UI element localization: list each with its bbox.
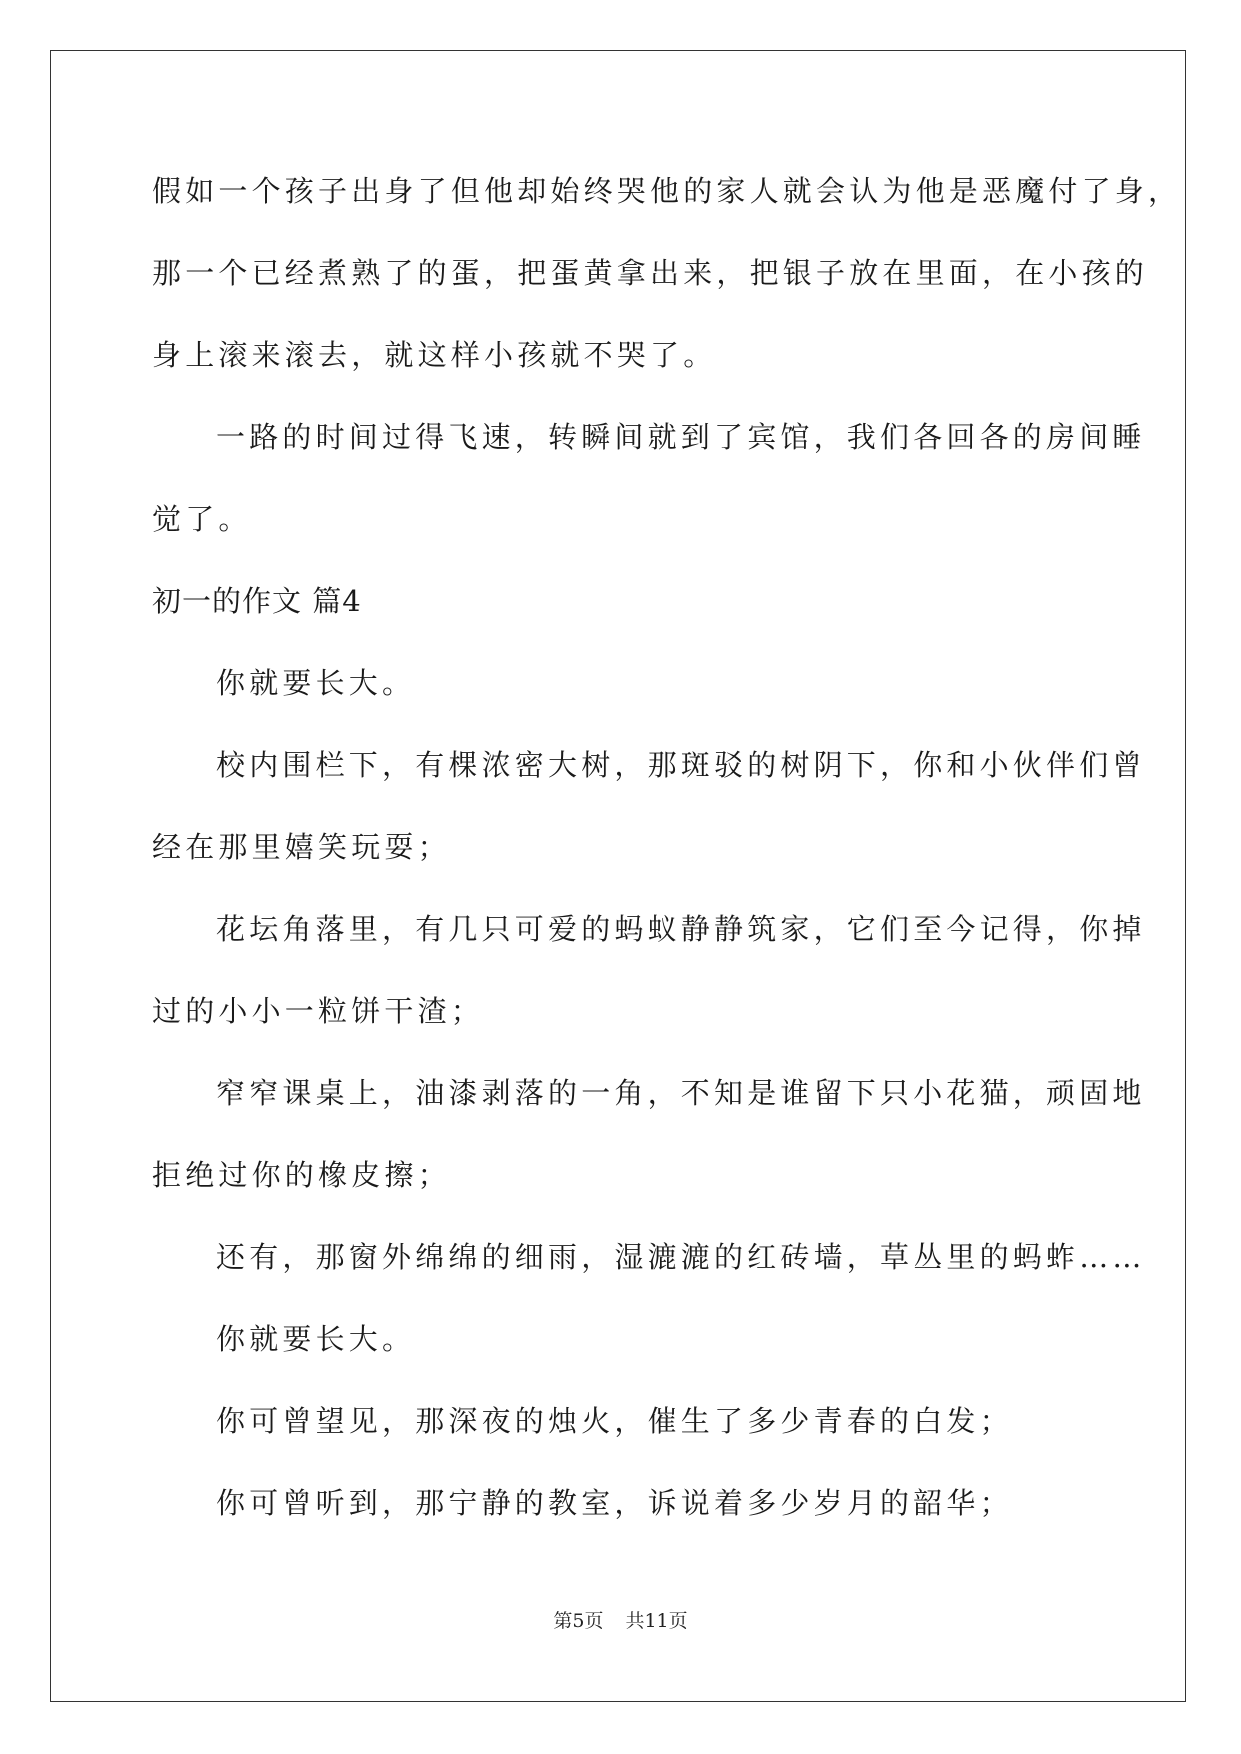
section-heading: 初一的作文 篇4 (152, 584, 362, 618)
text-line: 一路的时间过得飞速，转瞬间就到了宾馆，我们各回各的房间睡 (216, 420, 1146, 454)
text-line: 那一个已经煮熟了的蛋，把蛋黄拿出来，把银子放在里面，在小孩的 (152, 256, 1149, 290)
text-line: 身上滚来滚去，就这样小孩就不哭了。 (152, 338, 717, 372)
text-line: 还有，那窗外绵绵的细雨，湿漉漉的红砖墙，草丛里的蚂蚱…… (216, 1240, 1146, 1274)
text-line: 花坛角落里，有几只可爱的蚂蚁静静筑家，它们至今记得，你掉 (216, 912, 1146, 946)
text-line: 拒绝过你的橡皮擦； (152, 1158, 451, 1192)
text-line: 你就要长大。 (216, 1322, 416, 1356)
text-line: 窄窄课桌上，油漆剥落的一角，不知是谁留下只小花猫，顽固地 (216, 1076, 1146, 1110)
page-total: 共11页 (625, 1610, 688, 1632)
page-footer (0, 1606, 1241, 1633)
text-line: 过的小小一粒饼干渣； (152, 994, 485, 1028)
text-line: 你可曾望见，那深夜的烛火，催生了多少青春的白发； (216, 1404, 1013, 1438)
text-line: 假如一个孩子出身了但他却始终哭他的家人就会认为他是恶魔付了身， (152, 174, 1182, 208)
document-body (152, 150, 1182, 1544)
text-line: 校内围栏下，有棵浓密大树，那斑驳的树阴下，你和小伙伴们曾 (216, 748, 1146, 782)
text-line: 你就要长大。 (216, 666, 416, 700)
text-line: 经在那里嬉笑玩耍； (152, 830, 451, 864)
page-number: 第5页 (553, 1610, 604, 1632)
text-line: 觉了。 (152, 502, 252, 536)
text-line: 你可曾听到，那宁静的教室，诉说着多少岁月的韶华； (216, 1486, 1013, 1520)
